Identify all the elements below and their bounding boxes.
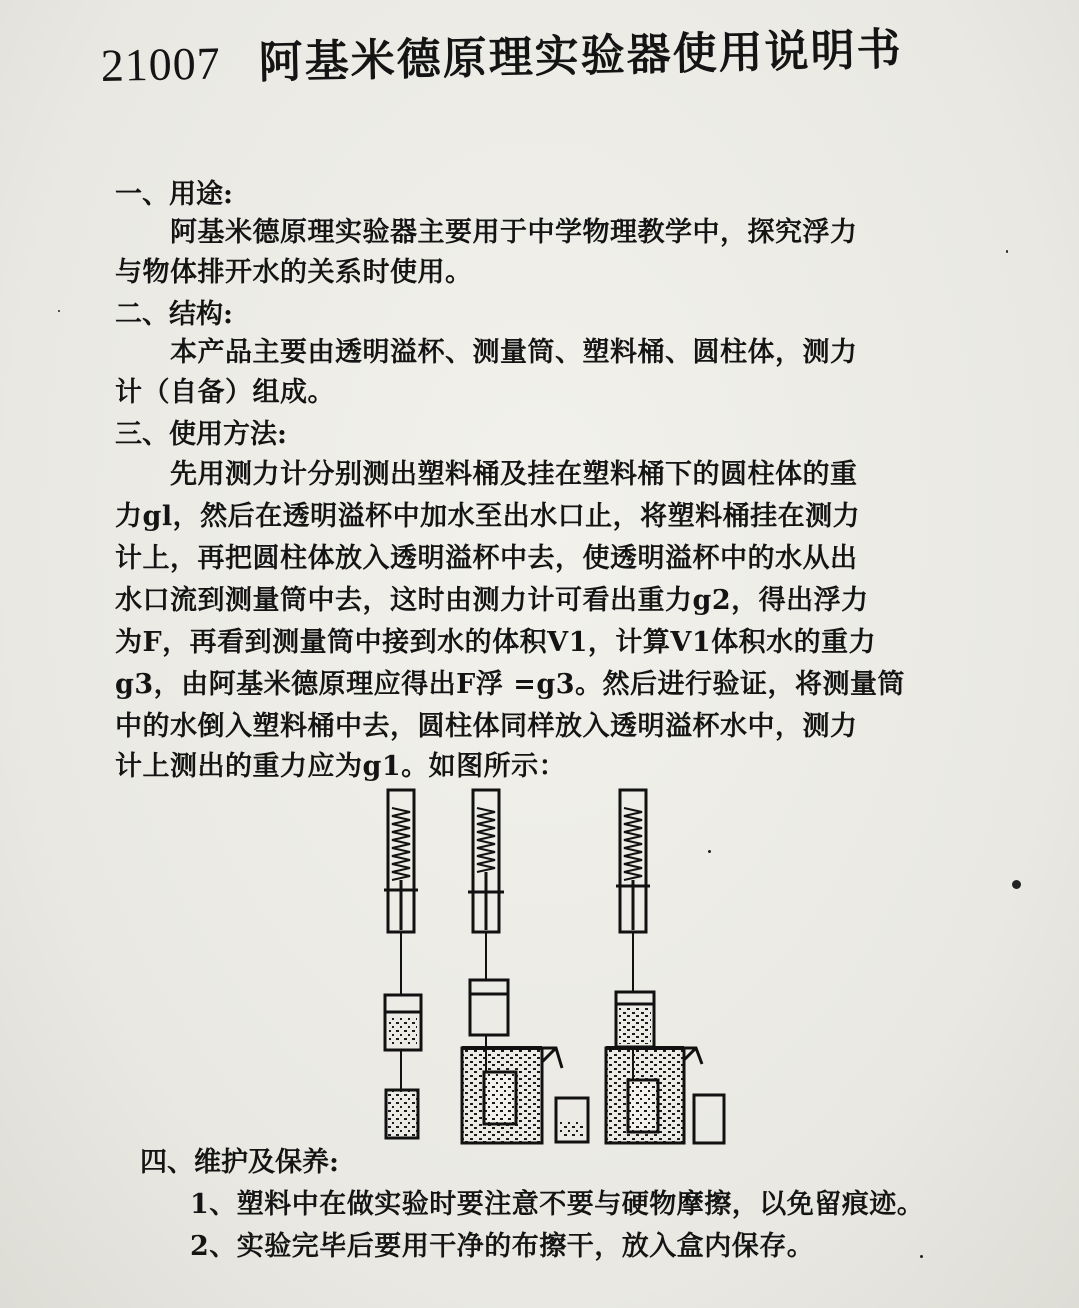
structure-line-2: 计（自备）组成。 [115,377,335,408]
product-code: 21007 [100,37,222,91]
scan-speck [58,310,60,312]
method-line-8: 计上测出的重力应为g1。如图所示： [115,751,567,782]
method-line-1: 先用测力计分别测出塑料桶及挂在塑料桶下的圆柱体的重 [170,459,858,490]
scan-speck [1006,250,1008,253]
method-line-2: 力gl，然后在透明溢杯中加水至出水口止，将塑料桶挂在测力 [115,501,861,532]
method-line-4: 水口流到测量筒中去，这时由测力计可看出重力g2，得出浮力 [115,585,869,616]
measuring-cup-3 [694,1095,724,1143]
section-heading-method: 三、使用方法: [115,419,287,450]
section-heading-structure: 二、结构: [115,299,233,330]
maintenance-line-2: 2、实验完毕后要用干净的布擦干，放入盒内保存。 [190,1231,815,1262]
use-line-2: 与物体排开水的关系时使用。 [115,257,473,288]
maintenance-line-1: 1、塑料中在做实验时要注意不要与硬物摩擦，以免留痕迹。 [190,1189,925,1220]
bucket-2 [470,980,508,1035]
scan-speck [1012,880,1021,889]
section-heading-maintenance: 四、维护及保养: [140,1147,339,1178]
method-line-3: 计上，再把圆柱体放入透明溢杯中去，使透明溢杯中的水从出 [115,543,858,574]
section-heading-use: 一、用途: [115,179,233,210]
method-line-6: g3，由阿基米德原理应得出F浮 =g3。然后进行验证，将测量筒 [115,669,906,700]
overflow-cup-3 [606,1048,702,1143]
method-line-7: 中的水倒入塑料桶中去，圆柱体同样放入透明溢杯水中，测力 [115,711,858,742]
overflow-cup-2 [462,1048,562,1143]
structure-line-1: 本产品主要由透明溢杯、测量筒、塑料桶、圆柱体，测力 [170,337,858,368]
page-title [100,11,1001,94]
method-line-5: 为F，再看到测量筒中接到水的体积V1，计算V1体积水的重力 [115,627,877,658]
spring-scale-1 [384,790,418,932]
spring-scale-3 [616,790,650,932]
archimedes-apparatus-diagram [370,780,740,1150]
scan-speck [708,850,711,853]
bucket-3 [616,992,654,1047]
measuring-cup-2 [556,1098,588,1142]
bucket-1 [385,995,421,1050]
spring-scale-2 [468,790,504,932]
title-text: 阿基米德原理实验器使用说明书 [258,24,904,89]
scan-speck [920,1255,923,1258]
cylinder-1 [386,1090,418,1138]
use-line-1: 阿基米德原理实验器主要用于中学物理教学中，探究浮力 [170,217,858,248]
